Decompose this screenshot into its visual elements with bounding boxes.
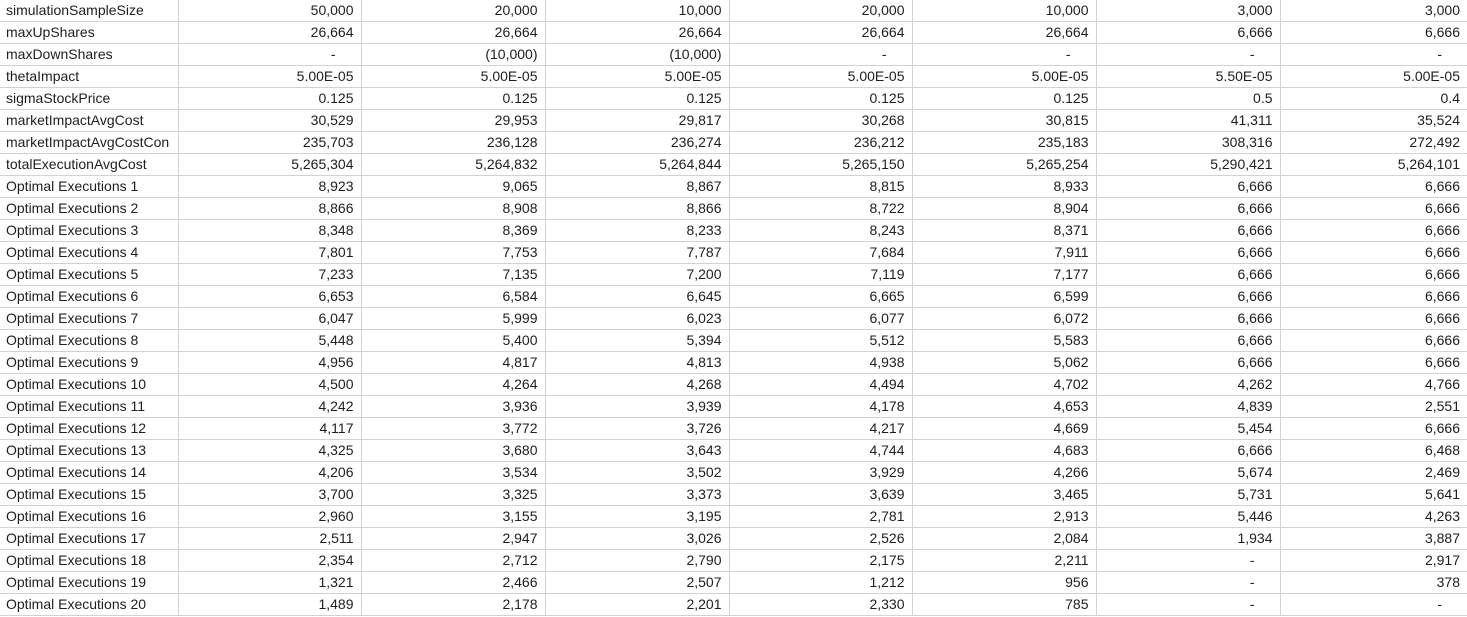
table-row [0,286,1467,308]
value-cell[interactable]: 6,666 [1096,264,1280,286]
value-cell[interactable]: 3,772 [361,418,545,440]
value-cell[interactable]: 5,400 [361,330,545,352]
row-label-cell[interactable]: marketImpactAvgCost [0,110,178,132]
value-cell[interactable]: 5.00E-05 [361,66,545,88]
value-cell[interactable]: 30,529 [178,110,361,132]
value-cell[interactable]: 378 [1280,572,1467,594]
value-cell[interactable]: 5,265,304 [178,154,361,176]
table-row [0,308,1467,330]
value-cell[interactable]: 8,815 [729,176,912,198]
value-cell[interactable]: 2,790 [545,550,729,572]
value-cell[interactable]: 6,666 [1096,198,1280,220]
value-cell[interactable]: - [1280,594,1467,616]
row-label-cell[interactable]: maxDownShares [0,44,178,66]
value-cell[interactable]: 3,465 [912,484,1096,506]
value-cell[interactable]: 26,664 [729,22,912,44]
value-cell[interactable]: 26,664 [545,22,729,44]
row-label-cell[interactable]: Optimal Executions 6 [0,286,178,308]
table-row [0,330,1467,352]
value-cell[interactable]: 7,200 [545,264,729,286]
value-cell[interactable]: 7,801 [178,242,361,264]
value-cell[interactable]: 3,939 [545,396,729,418]
value-cell[interactable]: 6,666 [1096,220,1280,242]
table-row [0,44,1467,66]
row-label-cell[interactable]: Optimal Executions 12 [0,418,178,440]
value-cell[interactable]: 4,766 [1280,374,1467,396]
value-cell[interactable]: 6,023 [545,308,729,330]
value-cell[interactable]: 236,274 [545,132,729,154]
value-cell[interactable]: 7,684 [729,242,912,264]
value-cell[interactable]: 4,117 [178,418,361,440]
row-label-cell[interactable]: Optimal Executions 1 [0,176,178,198]
value-cell[interactable]: 10,000 [912,0,1096,22]
value-cell[interactable]: 7,135 [361,264,545,286]
table-row [0,176,1467,198]
value-cell[interactable]: 4,262 [1096,374,1280,396]
value-cell[interactable]: 8,348 [178,220,361,242]
table-row [0,66,1467,88]
table-row [0,198,1467,220]
value-cell[interactable]: 4,683 [912,440,1096,462]
value-cell[interactable]: 3,929 [729,462,912,484]
value-cell[interactable]: 5,641 [1280,484,1467,506]
value-cell[interactable]: 2,469 [1280,462,1467,484]
table-row [0,110,1467,132]
value-cell[interactable]: 5,454 [1096,418,1280,440]
value-cell[interactable]: 8,867 [545,176,729,198]
value-cell[interactable]: 1,321 [178,572,361,594]
value-cell[interactable]: 3,726 [545,418,729,440]
value-cell[interactable]: 6,665 [729,286,912,308]
value-cell[interactable]: 6,666 [1280,220,1467,242]
value-cell[interactable]: 4,263 [1280,506,1467,528]
value-cell[interactable]: 5,583 [912,330,1096,352]
value-cell[interactable]: 3,325 [361,484,545,506]
row-label-cell[interactable]: Optimal Executions 15 [0,484,178,506]
value-cell[interactable]: 8,866 [545,198,729,220]
value-cell[interactable]: 5,394 [545,330,729,352]
row-label-cell[interactable]: Optimal Executions 13 [0,440,178,462]
value-cell[interactable]: 6,666 [1280,242,1467,264]
value-cell[interactable]: 2,201 [545,594,729,616]
value-cell[interactable]: 30,815 [912,110,1096,132]
value-cell[interactable]: 2,947 [361,528,545,550]
value-cell[interactable]: 6,666 [1280,176,1467,198]
value-cell[interactable]: 2,354 [178,550,361,572]
value-cell[interactable]: 2,084 [912,528,1096,550]
table-row [0,440,1467,462]
value-cell[interactable]: 3,680 [361,440,545,462]
value-cell[interactable]: 4,494 [729,374,912,396]
value-cell[interactable]: 4,178 [729,396,912,418]
table-row [0,484,1467,506]
value-cell[interactable]: 35,524 [1280,110,1467,132]
value-cell[interactable]: 0.125 [729,88,912,110]
row-label-cell[interactable]: Optimal Executions 3 [0,220,178,242]
value-cell[interactable]: 2,960 [178,506,361,528]
value-cell[interactable]: 8,243 [729,220,912,242]
table-row [0,418,1467,440]
value-cell[interactable]: 0.4 [1280,88,1467,110]
value-cell[interactable]: 50,000 [178,0,361,22]
value-cell[interactable]: 6,666 [1280,308,1467,330]
value-cell[interactable]: (10,000) [361,44,545,66]
value-cell[interactable]: 956 [912,572,1096,594]
value-cell[interactable]: 6,645 [545,286,729,308]
value-cell[interactable]: 5,512 [729,330,912,352]
value-cell[interactable]: 5.00E-05 [1280,66,1467,88]
value-cell[interactable]: 26,664 [912,22,1096,44]
value-cell[interactable]: 5.50E-05 [1096,66,1280,88]
value-cell[interactable]: 235,183 [912,132,1096,154]
value-cell[interactable]: 3,000 [1096,0,1280,22]
value-cell[interactable]: 3,643 [545,440,729,462]
value-cell[interactable]: 1,489 [178,594,361,616]
table-row [0,0,1467,22]
value-cell[interactable]: 6,666 [1280,418,1467,440]
value-cell[interactable]: 0.5 [1096,88,1280,110]
value-cell[interactable]: 5,674 [1096,462,1280,484]
value-cell[interactable]: 4,702 [912,374,1096,396]
value-cell[interactable]: 8,866 [178,198,361,220]
row-label-cell[interactable]: Optimal Executions 7 [0,308,178,330]
value-cell[interactable]: 4,669 [912,418,1096,440]
table-row [0,22,1467,44]
value-cell[interactable]: 4,268 [545,374,729,396]
value-cell[interactable]: 6,653 [178,286,361,308]
value-cell[interactable]: 4,813 [545,352,729,374]
value-cell[interactable]: - [1280,44,1467,66]
value-cell[interactable]: 5,264,832 [361,154,545,176]
value-cell[interactable]: 4,264 [361,374,545,396]
value-cell[interactable]: 6,666 [1280,286,1467,308]
value-cell[interactable]: - [178,44,361,66]
value-cell[interactable]: 5,062 [912,352,1096,374]
value-cell[interactable]: - [1096,594,1280,616]
value-cell[interactable]: 272,492 [1280,132,1467,154]
table-row [0,528,1467,550]
value-cell[interactable]: 8,904 [912,198,1096,220]
row-label-cell[interactable]: Optimal Executions 16 [0,506,178,528]
value-cell[interactable]: 6,584 [361,286,545,308]
value-cell[interactable]: 20,000 [729,0,912,22]
value-cell[interactable]: 1,212 [729,572,912,594]
table-row [0,594,1467,616]
table-row [0,88,1467,110]
row-label-cell[interactable]: Optimal Executions 19 [0,572,178,594]
value-cell[interactable]: 3,000 [1280,0,1467,22]
table-row [0,154,1467,176]
value-cell[interactable]: 41,311 [1096,110,1280,132]
value-cell[interactable]: 5,999 [361,308,545,330]
value-cell[interactable]: 7,177 [912,264,1096,286]
value-cell[interactable]: 9,065 [361,176,545,198]
value-cell[interactable]: 8,722 [729,198,912,220]
value-cell[interactable]: 5.00E-05 [545,66,729,88]
table-row [0,374,1467,396]
value-cell[interactable]: 7,119 [729,264,912,286]
value-cell[interactable]: 4,653 [912,396,1096,418]
table-row [0,352,1467,374]
row-label-cell[interactable]: Optimal Executions 9 [0,352,178,374]
value-cell[interactable]: 3,373 [545,484,729,506]
value-cell[interactable]: 5.00E-05 [729,66,912,88]
value-cell[interactable]: 2,526 [729,528,912,550]
row-label-cell[interactable]: simulationSampleSize [0,0,178,22]
row-label-cell[interactable]: sigmaStockPrice [0,88,178,110]
row-label-cell[interactable]: Optimal Executions 8 [0,330,178,352]
value-cell[interactable]: 3,936 [361,396,545,418]
table-row [0,572,1467,594]
value-cell[interactable]: 2,781 [729,506,912,528]
value-cell[interactable]: 5,265,254 [912,154,1096,176]
value-cell[interactable]: 3,887 [1280,528,1467,550]
row-label-cell[interactable]: Optimal Executions 11 [0,396,178,418]
value-cell[interactable]: 236,212 [729,132,912,154]
value-cell[interactable]: 8,369 [361,220,545,242]
value-cell[interactable]: 6,666 [1096,440,1280,462]
row-label-cell[interactable]: marketImpactAvgCostCon [0,132,178,154]
row-label-cell[interactable]: Optimal Executions 5 [0,264,178,286]
value-cell[interactable]: 6,666 [1280,198,1467,220]
value-cell[interactable]: 2,551 [1280,396,1467,418]
row-label-cell[interactable]: maxUpShares [0,22,178,44]
value-cell[interactable]: 0.125 [361,88,545,110]
value-cell[interactable]: 8,933 [912,176,1096,198]
value-cell[interactable]: - [1096,572,1280,594]
value-cell[interactable]: 7,753 [361,242,545,264]
value-cell[interactable]: 4,817 [361,352,545,374]
value-cell[interactable]: - [1096,550,1280,572]
row-label-cell[interactable]: thetaImpact [0,66,178,88]
value-cell[interactable]: 308,316 [1096,132,1280,154]
value-cell[interactable]: 2,175 [729,550,912,572]
value-cell[interactable]: 6,047 [178,308,361,330]
row-label-cell[interactable]: Optimal Executions 20 [0,594,178,616]
value-cell[interactable]: 26,664 [178,22,361,44]
value-cell[interactable]: 6,666 [1096,352,1280,374]
value-cell[interactable]: 6,666 [1280,352,1467,374]
value-cell[interactable]: 0.125 [178,88,361,110]
value-cell[interactable]: 6,666 [1096,242,1280,264]
value-cell[interactable]: 5,448 [178,330,361,352]
value-cell[interactable]: 6,666 [1096,176,1280,198]
value-cell[interactable]: 236,128 [361,132,545,154]
value-cell[interactable]: 2,507 [545,572,729,594]
row-label-cell[interactable]: totalExecutionAvgCost [0,154,178,176]
table-row [0,132,1467,154]
value-cell[interactable]: - [729,44,912,66]
value-cell[interactable]: 6,666 [1096,22,1280,44]
value-cell[interactable]: 3,502 [545,462,729,484]
value-cell[interactable]: 3,155 [361,506,545,528]
value-cell[interactable]: 2,466 [361,572,545,594]
row-label-cell[interactable]: Optimal Executions 2 [0,198,178,220]
value-cell[interactable]: 20,000 [361,0,545,22]
value-cell[interactable]: 6,468 [1280,440,1467,462]
table-row [0,220,1467,242]
value-cell[interactable]: 2,178 [361,594,545,616]
row-label-cell[interactable]: Optimal Executions 14 [0,462,178,484]
value-cell[interactable]: 3,026 [545,528,729,550]
value-cell[interactable]: 6,666 [1280,264,1467,286]
value-cell[interactable]: 785 [912,594,1096,616]
row-label-cell[interactable]: Optimal Executions 17 [0,528,178,550]
value-cell[interactable]: 8,908 [361,198,545,220]
table-row [0,396,1467,418]
value-cell[interactable]: 5,264,844 [545,154,729,176]
value-cell[interactable]: 26,664 [361,22,545,44]
value-cell[interactable]: 6,666 [1096,286,1280,308]
value-cell[interactable]: 3,534 [361,462,545,484]
value-cell[interactable]: 6,666 [1096,330,1280,352]
value-cell[interactable]: 0.125 [545,88,729,110]
value-cell[interactable]: 30,268 [729,110,912,132]
value-cell[interactable]: 4,325 [178,440,361,462]
value-cell[interactable]: 5,265,150 [729,154,912,176]
value-cell[interactable]: 5.00E-05 [912,66,1096,88]
value-cell[interactable]: 6,599 [912,286,1096,308]
value-cell[interactable]: 4,956 [178,352,361,374]
value-cell[interactable]: 4,500 [178,374,361,396]
value-cell[interactable]: 3,700 [178,484,361,506]
value-cell[interactable]: 2,330 [729,594,912,616]
value-cell[interactable]: 3,195 [545,506,729,528]
value-cell[interactable]: 5,290,421 [1096,154,1280,176]
value-cell[interactable]: 7,787 [545,242,729,264]
row-label-cell[interactable]: Optimal Executions 4 [0,242,178,264]
value-cell[interactable]: 2,913 [912,506,1096,528]
value-cell[interactable]: 5.00E-05 [178,66,361,88]
value-cell[interactable]: 29,953 [361,110,545,132]
table-row [0,550,1467,572]
row-label-cell[interactable]: Optimal Executions 18 [0,550,178,572]
table-row [0,242,1467,264]
value-cell[interactable]: 2,511 [178,528,361,550]
value-cell[interactable]: 2,712 [361,550,545,572]
value-cell[interactable]: 5,731 [1096,484,1280,506]
value-cell[interactable]: 4,839 [1096,396,1280,418]
value-cell[interactable]: 4,938 [729,352,912,374]
value-cell[interactable]: 235,703 [178,132,361,154]
value-cell[interactable]: 10,000 [545,0,729,22]
value-cell[interactable]: 6,072 [912,308,1096,330]
table-row [0,462,1467,484]
value-cell[interactable]: 5,264,101 [1280,154,1467,176]
value-cell[interactable]: 2,211 [912,550,1096,572]
value-cell[interactable]: 4,744 [729,440,912,462]
value-cell[interactable]: 6,666 [1280,22,1467,44]
value-cell[interactable]: 4,206 [178,462,361,484]
value-cell[interactable]: 6,666 [1096,308,1280,330]
value-cell[interactable]: 7,233 [178,264,361,286]
value-cell[interactable]: 8,233 [545,220,729,242]
value-cell[interactable]: - [912,44,1096,66]
value-cell[interactable]: 6,666 [1280,330,1467,352]
value-cell[interactable]: 29,817 [545,110,729,132]
table-row [0,506,1467,528]
value-cell[interactable]: 4,242 [178,396,361,418]
row-label-cell[interactable]: Optimal Executions 10 [0,374,178,396]
value-cell[interactable]: 5,446 [1096,506,1280,528]
value-cell[interactable]: 2,917 [1280,550,1467,572]
value-cell[interactable]: 8,371 [912,220,1096,242]
value-cell[interactable]: (10,000) [545,44,729,66]
value-cell[interactable]: 8,923 [178,176,361,198]
value-cell[interactable]: - [1096,44,1280,66]
value-cell[interactable]: 4,266 [912,462,1096,484]
value-cell[interactable]: 7,911 [912,242,1096,264]
value-cell[interactable]: 4,217 [729,418,912,440]
value-cell[interactable]: 6,077 [729,308,912,330]
value-cell[interactable]: 0.125 [912,88,1096,110]
value-cell[interactable]: 3,639 [729,484,912,506]
table-row [0,264,1467,286]
value-cell[interactable]: 1,934 [1096,528,1280,550]
